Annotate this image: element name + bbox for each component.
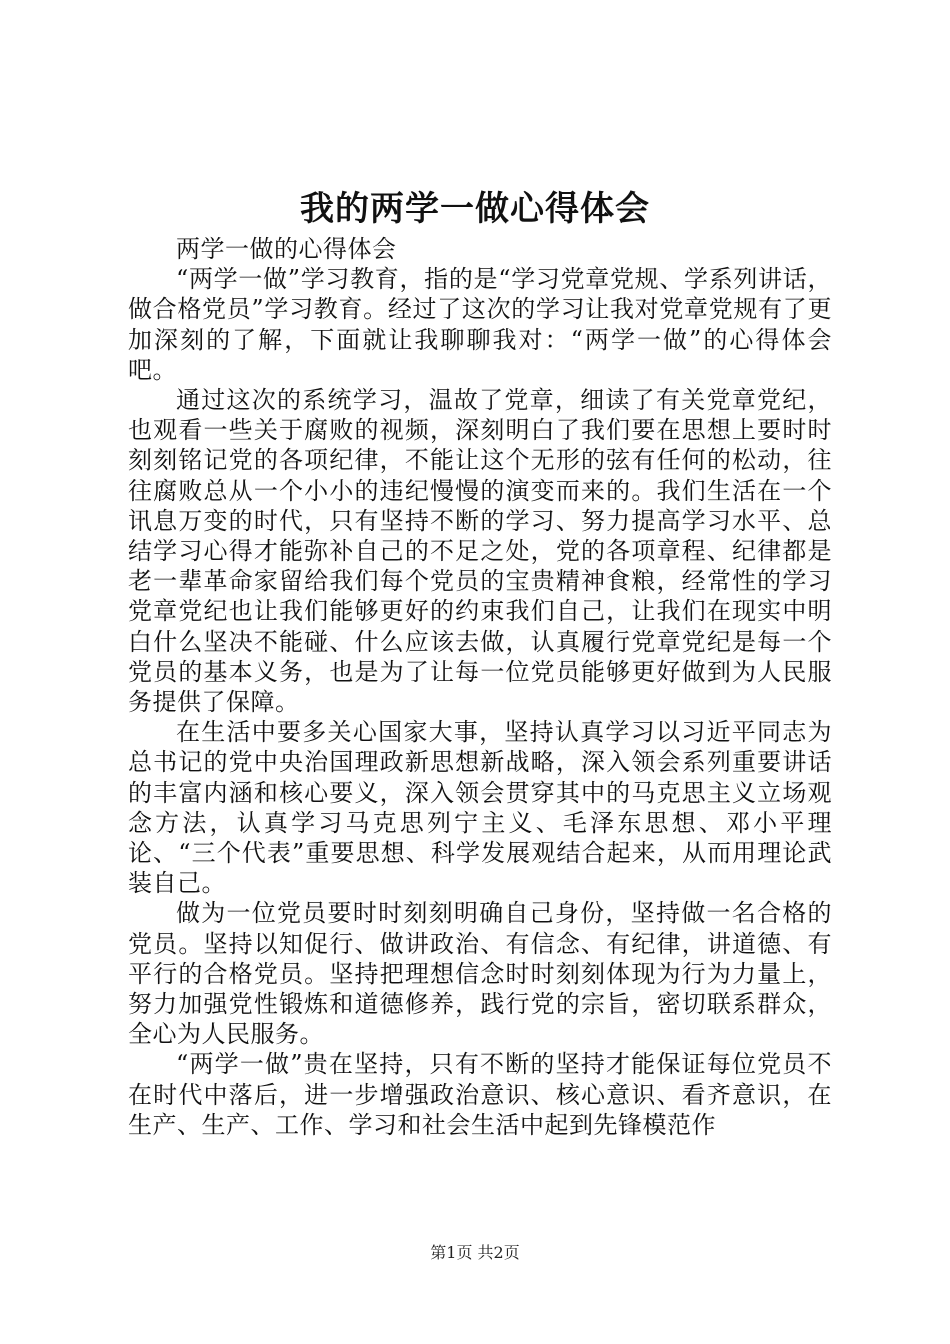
paragraph: “两学一做”贵在坚持，只有不断的坚持才能保证每位党员不在时代中落后，进一步增强政治意识、核心意识、看齐意识，在生产、生产、工作、学习和社会生活中起到先锋模范作 bbox=[128, 1050, 832, 1139]
paragraph: 通过这次的系统学习，温故了党章，细读了有关党章党纪，也观看一些关于腐败的视频，深刻明白了我们要在思想上要时时刻刻铭记党的各项纪律，不能让这个无形的弦有任何的松动，往往腐败总从一个小小的违纪慢慢的演变而来的。我们生活在一个讯息万变的时代，只有坚持不断的学习、努力提高学习水平、总结学习心得才能弥补自己的不足之处，党的各项章程、纪律都是老一辈革命家留给我们每个党员的宝贵精神食粮，经常性的学习党章党纪也让我们能够更好的约束我们自己，让我们在现实中明白什么坚决不能碰、什么应该去做，认真履行党章党纪是每一个党员的基本义务，也是为了让每一位党员能够更好做到为人民服务提供了保障。 bbox=[128, 386, 832, 717]
page-footer bbox=[0, 1243, 950, 1263]
page-number: 第1页 共2页 bbox=[430, 1243, 520, 1262]
document-body bbox=[128, 234, 832, 1140]
paragraph: 在生活中要多关心国家大事，坚持认真学习以习近平同志为总书记的党中央治国理政新思想新战略，深入领会系列重要讲话的丰富内涵和核心要义，深入领会贯穿其中的马克思主义立场观念方法，认真学习马克思列宁主义、毛泽东思想、邓小平理论、“三个代表”重要思想、科学发展观结合起来，从而用理论武装自己。 bbox=[128, 718, 832, 898]
paragraph: “两学一做”学习教育，指的是“学习党章党规、学系列讲话，做合格党员”学习教育。经过了这次的学习让我对党章党规有了更加深刻的了解，下面就让我聊聊我对：“两学一做”的心得体会吧。 bbox=[128, 265, 832, 384]
paragraph: 做为一位党员要时时刻刻明确自己身份，坚持做一名合格的党员。坚持以知促行、做讲政治、有信念、有纪律，讲道德、有平行的合格党员。坚持把理想信念时时刻刻体现为行为力量上，努力加强党性锻炼和道德修养，践行党的宗旨，密切联系群众，全心为人民服务。 bbox=[128, 899, 832, 1049]
document-subtitle: 两学一做的心得体会 bbox=[176, 235, 397, 263]
document-title: 我的两学一做心得体会 bbox=[300, 189, 650, 229]
